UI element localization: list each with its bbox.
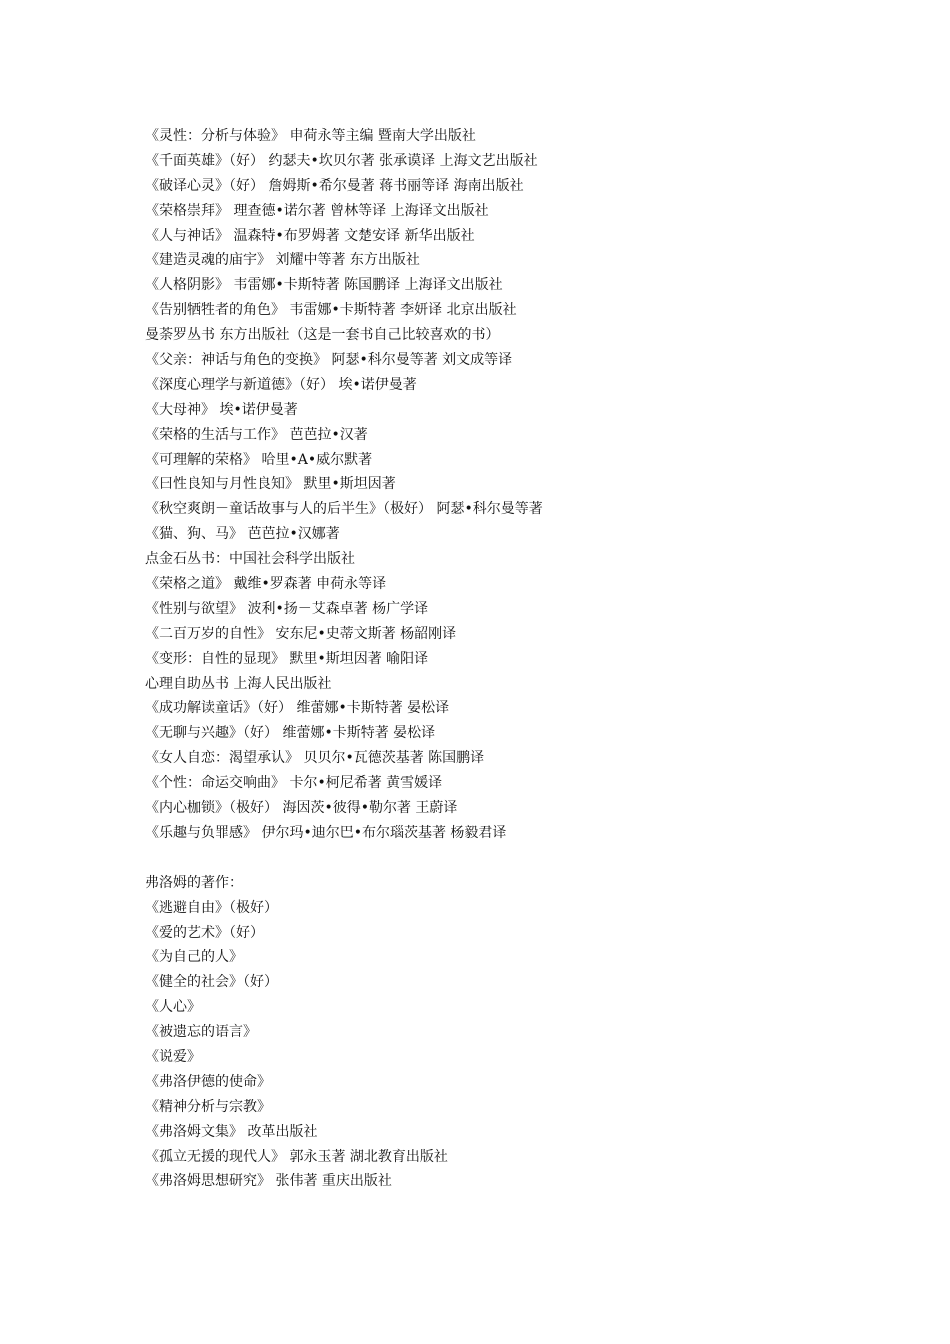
list-item: 《建造灵魂的庙宇》 刘耀中等著 东方出版社 [145, 252, 420, 269]
section-heading: 弗洛姆的著作： [145, 874, 243, 891]
list-item: 《弗洛伊德的使命》 [145, 1073, 271, 1090]
list-item: 《为自己的人》 [145, 949, 243, 966]
list-item: 《成功解读童话》（好） 维蕾娜•卡斯特著 晏松译 [145, 700, 450, 717]
list-item: 《曰性良知与月性良知》 默里•斯坦因著 [145, 476, 396, 493]
series-heading: 心理自助丛书 上海人民出版社 [145, 675, 332, 692]
list-item: 《荣格之道》 戴维•罗森著 申荷永等译 [145, 576, 387, 593]
list-item: 《孤立无援的现代人》 郭永玉著 湖北教育出版社 [145, 1148, 448, 1165]
list-item: 《人与神话》 温森特•布罗姆著 文楚安译 新华出版社 [145, 227, 475, 244]
list-item: 《深度心理学与新道德》（好） 埃•诺伊曼著 [145, 376, 417, 393]
list-item: 《千面英雄》（好） 约瑟夫•坎贝尔著 张承谟译 上海文艺出版社 [145, 152, 538, 169]
list-item: 《荣格的生活与工作》 芭芭拉•汉著 [145, 426, 368, 443]
list-item: 《猫、狗、马》 芭芭拉•汉娜著 [145, 526, 340, 543]
list-item: 《秋空爽朗－童话故事与人的后半生》（极好） 阿瑟•科尔曼等著 [145, 501, 543, 518]
list-item: 《内心枷锁》（极好） 海因茨•彼得•勒尔著 王蔚译 [145, 800, 458, 817]
book-list-fromm [145, 871, 905, 1195]
list-item: 《弗洛姆文集》 改革出版社 [145, 1123, 318, 1140]
list-item: 《告别牺牲者的角色》 韦雷娜•卡斯特著 李妍译 北京出版社 [145, 302, 517, 319]
book-list-jung [145, 124, 905, 846]
series-heading: 点金石丛书：中国社会科学出版社 [145, 551, 355, 568]
list-item: 《父亲：神话与角色的变换》 阿瑟•科尔曼等著 刘文成等译 [145, 352, 513, 369]
list-item: 《人格阴影》 韦雷娜•卡斯特著 陈国鹏译 上海译文出版社 [145, 277, 503, 294]
document-page [145, 124, 905, 1194]
list-item: 《逃避自由》（极好） [145, 899, 278, 916]
list-item: 《被遗忘的语言》 [145, 1024, 257, 1041]
list-item: 《女人自恋：渴望承认》 贝贝尔•瓦德茨基著 陈国鹏译 [145, 750, 485, 767]
list-item: 《无聊与兴趣》（好） 维蕾娜•卡斯特著 晏松译 [145, 725, 436, 742]
list-item: 《二百万岁的自性》 安东尼•史蒂文斯著 杨韶刚译 [145, 625, 457, 642]
list-item: 《说爱》 [145, 1048, 201, 1065]
list-item: 《人心》 [145, 999, 201, 1016]
list-item: 《可理解的荣格》 哈里•A•威尔默著 [145, 451, 373, 468]
list-item: 《爱的艺术》（好） [145, 924, 264, 941]
list-item: 《健全的社会》（好） [145, 974, 278, 991]
list-item: 《荣格崇拜》 理查德•诺尔著 曾林等译 上海译文出版社 [145, 202, 489, 219]
list-item: 《变形：自性的显现》 默里•斯坦因著 喻阳译 [145, 650, 429, 667]
list-item: 《精神分析与宗教》 [145, 1098, 271, 1115]
list-item: 《乐趣与负罪感》 伊尔玛•迪尔巴•布尔瑙茨基著 杨毅君译 [145, 824, 507, 841]
list-item: 《破译心灵》（好） 詹姆斯•希尔曼著 蒋书丽等译 海南出版社 [145, 177, 524, 194]
list-item: 《性别与欲望》 波利•扬－艾森卓著 杨广学译 [145, 600, 429, 617]
list-item: 《个性：命运交响曲》 卡尔•柯尼希著 黄雪媛译 [145, 775, 443, 792]
series-heading: 曼荼罗丛书 东方出版社（这是一套书自己比较喜欢的书） [145, 327, 500, 344]
list-item: 《灵性：分析与体验》 申荷永等主编 暨南大学出版社 [145, 128, 476, 144]
list-item: 《大母神》 埃•诺伊曼著 [145, 401, 298, 418]
list-item: 《弗洛姆思想研究》 张伟著 重庆出版社 [145, 1173, 392, 1190]
spacer [145, 846, 905, 871]
